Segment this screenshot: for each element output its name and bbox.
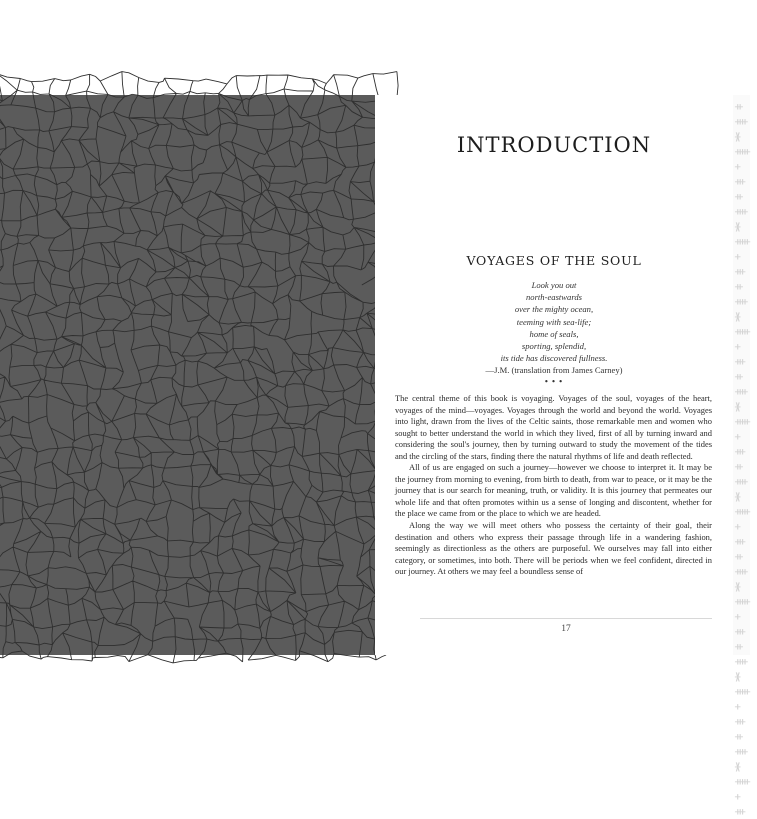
book-spread [0, 95, 751, 818]
poem-line: teeming with sea-life; [516, 316, 592, 327]
section-separator: • • • [544, 375, 564, 386]
poem-line: home of seals, [529, 328, 579, 339]
facing-page-edge [733, 95, 751, 818]
cracked-texture-page [0, 95, 375, 655]
body-text [395, 393, 712, 578]
poem-line: over the mighty ocean, [514, 304, 594, 315]
decorative-border-pattern: ᚑᚓᚕᚔᚐᚒᚑᚓᚕᚔᚐᚒᚑᚓᚕᚔᚐᚒᚑᚓᚕᚔᚐᚒᚑᚓᚕᚔᚐᚒᚑᚓᚕᚔᚐᚒᚑᚓᚕᚔᚐᚒᚑᚓᚕᚔᚐᚒ [735, 100, 751, 818]
crackle-texture-image [0, 95, 375, 655]
page-number: 17 [561, 624, 571, 634]
chapter-title: INTRODUCTION [456, 133, 652, 157]
poem-line: north-eastwards [525, 292, 583, 303]
poem-attribution: —J.M. (translation from James Carney) [485, 365, 623, 376]
paragraph: All of us are engaged on such a journey—however we choose to interpret it. It may be the journey from morning to evening, from birth to death, from war to peace, or it may be the journey that is our search for meaning, truth, or validity. It is this journey that permeates our whole life and that often promotes within us a sense of longing and discontent, whether for the place we came from or the place to which we are headed. [395, 462, 712, 519]
footer-divider [420, 618, 712, 619]
epigraph-poem [375, 279, 733, 386]
text-page [375, 95, 733, 655]
paragraph: The central theme of this book is voyaging. Voyages of the soul, voyages of the heart, voyages of the mind—voyages. Voyages through the world and beyond the world. Voyages into light, drawn from the lives of the Celtic saints, those remarkable men and women who sought to better understand the world in which they lived, first of all by turning inward and considering the soul's journey, then by turning outward to study the movement of the tides and the circling of the stars, finding there the natural rhythms of life and death reflected. [395, 393, 712, 461]
poem-line: Look you out [531, 280, 577, 290]
crack-lines [0, 72, 398, 663]
poem-line: its tide has discovered fullness. [500, 353, 608, 364]
paragraph: Along the way we will meet others who possess the certainty of their goal, their destination and others who express their passage through life in a wandering fashion, seemingly as directionless as the others are purposeful. We ourselves may fall into either category, or sometimes, into both. There will be periods when we feel confident, directed in our journey. At others we may feel a boundless sense of [395, 520, 712, 577]
section-title: VOYAGES OF THE SOUL [466, 253, 642, 268]
poem-line: sporting, splendid, [521, 341, 587, 352]
